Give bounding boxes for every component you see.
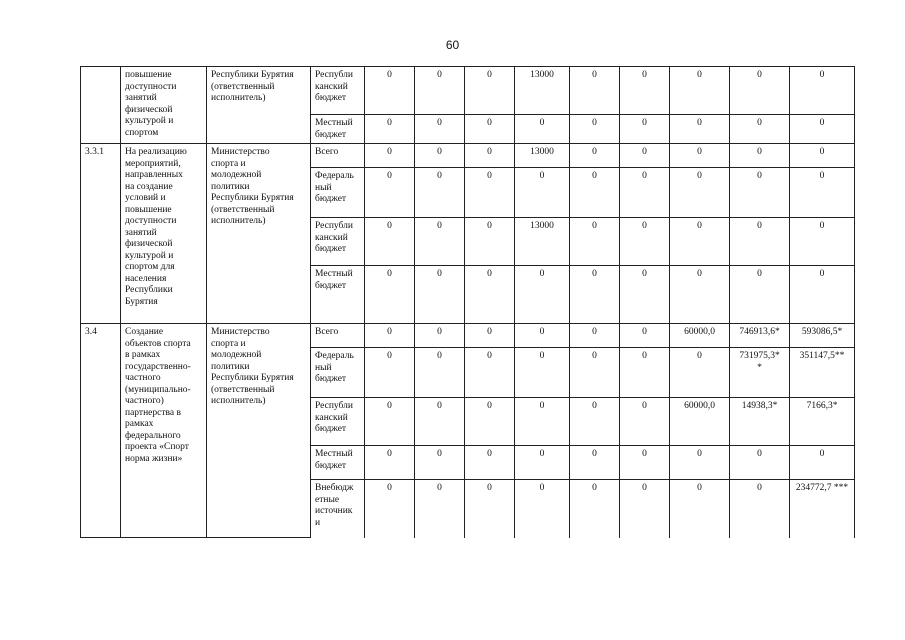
- amount-cell: 0: [465, 398, 515, 446]
- amount-cell: 0: [515, 446, 570, 480]
- amount-cell: 0: [620, 348, 670, 398]
- amount-cell: 0: [570, 348, 620, 398]
- item-name: Создание объектов спорта в рамках государственно- частного (муниципально- частного) партнерства в рамках федерального проекта «Спорт норма жизни»: [121, 324, 207, 538]
- item-name: повышение доступности занятий физической культурой и спортом: [121, 67, 207, 144]
- funding-source: Всего: [311, 324, 365, 348]
- amount-cell: 0: [515, 168, 570, 218]
- amount-cell: 0: [415, 218, 465, 266]
- amount-cell: 60000,0: [670, 324, 730, 348]
- amount-cell: 746913,6*: [730, 324, 790, 348]
- amount-cell: 0: [465, 168, 515, 218]
- amount-cell: 0: [415, 348, 465, 398]
- amount-cell: 0: [670, 144, 730, 168]
- amount-cell: 0: [365, 266, 415, 324]
- amount-cell: 0: [620, 324, 670, 348]
- amount-cell: 0: [415, 168, 465, 218]
- amount-cell: 0: [790, 446, 855, 480]
- amount-cell: 0: [670, 348, 730, 398]
- amount-cell: 0: [570, 398, 620, 446]
- amount-cell: 0: [790, 218, 855, 266]
- amount-cell: 0: [515, 348, 570, 398]
- amount-cell: 0: [570, 67, 620, 115]
- amount-cell: 14938,3*: [730, 398, 790, 446]
- amount-cell: 0: [730, 168, 790, 218]
- amount-cell: 0: [415, 67, 465, 115]
- amount-cell: 731975,3* *: [730, 348, 790, 398]
- amount-cell: 0: [670, 218, 730, 266]
- amount-cell: 0: [790, 144, 855, 168]
- amount-cell: 0: [730, 446, 790, 480]
- amount-cell: 0: [465, 446, 515, 480]
- amount-cell: 0: [620, 398, 670, 446]
- amount-cell: 0: [730, 144, 790, 168]
- funding-source: Республи канский бюджет: [311, 398, 365, 446]
- amount-cell: 0: [465, 218, 515, 266]
- item-code: [81, 67, 121, 144]
- amount-cell: 0: [515, 115, 570, 144]
- amount-cell: 0: [730, 266, 790, 324]
- amount-cell: 234772,7 ***: [790, 480, 855, 538]
- table-row: [81, 67, 855, 115]
- amount-cell: 0: [670, 115, 730, 144]
- amount-cell: 593086,5*: [790, 324, 855, 348]
- amount-cell: 0: [730, 67, 790, 115]
- responsible-executor: Министерство спорта и молодежной политики Республики Бурятия (ответственный исполнитель): [207, 144, 311, 324]
- amount-cell: 0: [620, 144, 670, 168]
- amount-cell: 0: [365, 218, 415, 266]
- item-code: 3.4: [81, 324, 121, 538]
- amount-cell: 0: [515, 266, 570, 324]
- amount-cell: 0: [620, 446, 670, 480]
- funding-source: Республи канский бюджет: [311, 218, 365, 266]
- amount-cell: 0: [365, 115, 415, 144]
- amount-cell: 0: [365, 480, 415, 538]
- amount-cell: 0: [620, 115, 670, 144]
- amount-cell: 0: [465, 324, 515, 348]
- amount-cell: 0: [570, 446, 620, 480]
- amount-cell: 0: [570, 144, 620, 168]
- item-code: 3.3.1: [81, 144, 121, 324]
- amount-cell: 0: [670, 168, 730, 218]
- amount-cell: 0: [365, 398, 415, 446]
- amount-cell: 0: [790, 67, 855, 115]
- amount-cell: 0: [620, 218, 670, 266]
- table-row: [81, 144, 855, 168]
- amount-cell: 0: [465, 67, 515, 115]
- funding-source: Местный бюджет: [311, 115, 365, 144]
- amount-cell: 0: [670, 446, 730, 480]
- amount-cell: 0: [620, 480, 670, 538]
- amount-cell: 0: [570, 115, 620, 144]
- amount-cell: 0: [365, 144, 415, 168]
- amount-cell: 0: [365, 168, 415, 218]
- amount-cell: 0: [570, 218, 620, 266]
- amount-cell: 0: [730, 218, 790, 266]
- amount-cell: 0: [730, 480, 790, 538]
- budget-table: [80, 66, 855, 538]
- amount-cell: 0: [415, 115, 465, 144]
- amount-cell: 0: [570, 266, 620, 324]
- funding-source: Федераль ный бюджет: [311, 348, 365, 398]
- amount-cell: 0: [465, 144, 515, 168]
- responsible-executor: Республики Бурятия (ответственный исполнитель): [207, 67, 311, 144]
- page-number: 60: [445, 38, 460, 52]
- amount-cell: 0: [620, 168, 670, 218]
- amount-cell: 0: [570, 168, 620, 218]
- funding-source: Местный бюджет: [311, 266, 365, 324]
- amount-cell: 0: [415, 144, 465, 168]
- amount-cell: 60000,0: [670, 398, 730, 446]
- amount-cell: 0: [465, 266, 515, 324]
- amount-cell: 351147,5**: [790, 348, 855, 398]
- funding-source: Местный бюджет: [311, 446, 365, 480]
- amount-cell: 0: [365, 348, 415, 398]
- amount-cell: 13000: [515, 218, 570, 266]
- funding-source: Республи канский бюджет: [311, 67, 365, 115]
- responsible-executor: Министерство спорта и молодежной политики Республики Бурятия (ответственный исполнитель): [207, 324, 311, 538]
- amount-cell: 0: [570, 480, 620, 538]
- amount-cell: 13000: [515, 67, 570, 115]
- amount-cell: 0: [365, 67, 415, 115]
- amount-cell: 0: [620, 67, 670, 115]
- amount-cell: 0: [465, 480, 515, 538]
- amount-cell: 0: [415, 446, 465, 480]
- amount-cell: 0: [415, 480, 465, 538]
- funding-source: Внебюдж етные источник и: [311, 480, 365, 538]
- amount-cell: 0: [790, 266, 855, 324]
- funding-source: Всего: [311, 144, 365, 168]
- amount-cell: 0: [465, 115, 515, 144]
- amount-cell: 0: [570, 324, 620, 348]
- amount-cell: 0: [670, 266, 730, 324]
- amount-cell: 0: [515, 480, 570, 538]
- amount-cell: 0: [365, 446, 415, 480]
- table-body: [81, 67, 855, 538]
- amount-cell: 13000: [515, 144, 570, 168]
- table-row: [81, 324, 855, 348]
- funding-source: Федераль ный бюджет: [311, 168, 365, 218]
- amount-cell: 0: [465, 348, 515, 398]
- amount-cell: 0: [415, 398, 465, 446]
- amount-cell: 0: [620, 266, 670, 324]
- amount-cell: 0: [790, 168, 855, 218]
- amount-cell: 0: [365, 324, 415, 348]
- item-name: На реализацию мероприятий, направленных на создание условий и повышение доступности занятий физической культурой и спортом для населения Республики Бурятия: [121, 144, 207, 324]
- amount-cell: 0: [730, 115, 790, 144]
- amount-cell: 0: [415, 266, 465, 324]
- amount-cell: 0: [790, 115, 855, 144]
- amount-cell: 0: [670, 480, 730, 538]
- amount-cell: 0: [415, 324, 465, 348]
- amount-cell: 0: [515, 324, 570, 348]
- amount-cell: 0: [515, 398, 570, 446]
- amount-cell: 7166,3*: [790, 398, 855, 446]
- amount-cell: 0: [670, 67, 730, 115]
